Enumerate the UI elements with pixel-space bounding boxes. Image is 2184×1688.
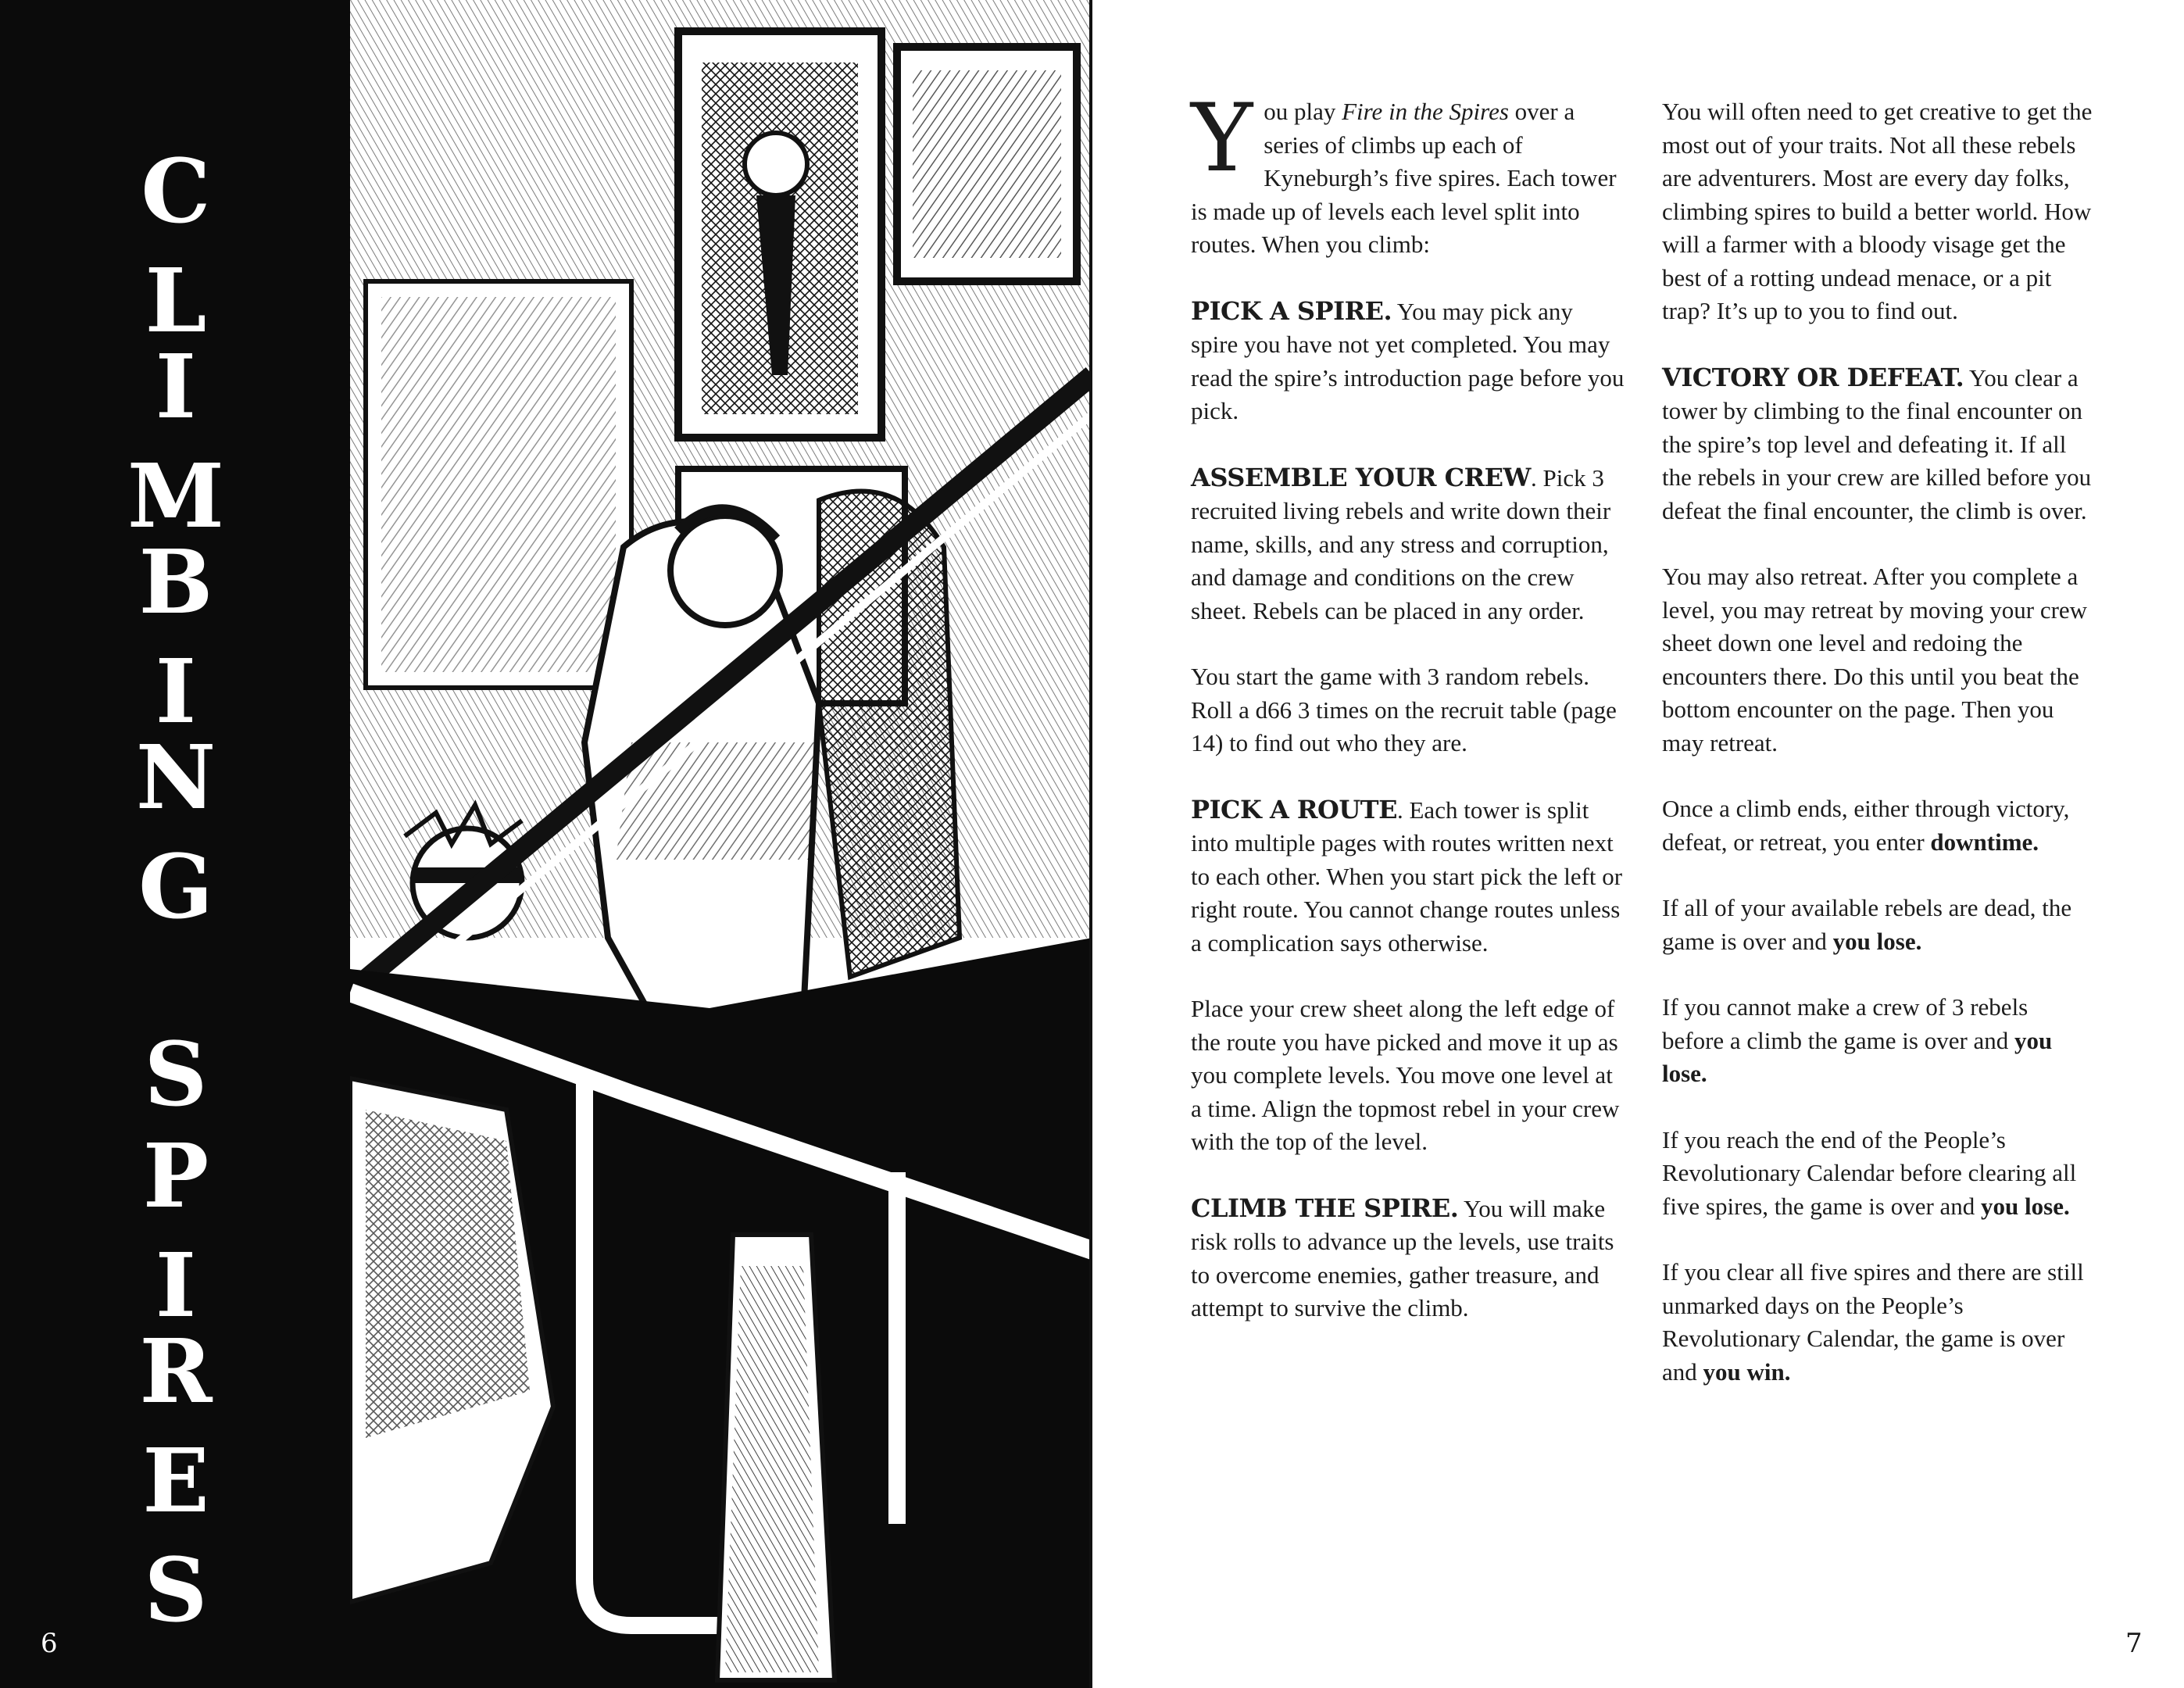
ink-illustration: [350, 0, 1092, 1688]
climb-spire-paragraph: [1191, 1192, 1625, 1325]
pick-spire-paragraph: [1191, 295, 1625, 428]
text-column-left: [1191, 84, 1625, 1358]
vertical-title: [0, 0, 350, 1688]
intro-paragraph: [1191, 84, 1625, 262]
you-lose-term: you lose.: [1832, 927, 1922, 955]
drop-cap: Y: [1191, 84, 1253, 193]
title-letter: N: [135, 727, 216, 829]
pick-route-paragraph: [1191, 793, 1625, 960]
assemble-crew-paragraph: [1191, 461, 1625, 628]
victory-paragraph: [1662, 361, 2096, 528]
calendar-end-text: If you reach the end of the People’s Revolutionary Calendar before clearing all five spires, the game is over and: [1662, 1125, 2077, 1220]
title-letter: I: [155, 641, 197, 743]
assemble-crew-text: . Pick 3 recruited living rebels and write down their name, skills, and any stress and corruption, and damage and conditions on the crew sheet. Rebels can be placed in any order.: [1191, 463, 1611, 624]
title-letter: B: [138, 531, 213, 634]
title-letter: C: [141, 141, 211, 243]
title-letter: G: [138, 836, 213, 939]
intro-text: over a series of climbs up each of Kyneburgh’s five spires. Each tower is made up of levels each level split into routes. When you climb:: [1191, 98, 1617, 258]
climb-spire-text: You will make risk rolls to advance up the levels, use traits to overcome enemies, gather treasure, and attempt to survive the climb.: [1191, 1194, 1614, 1321]
calendar-end-paragraph: [1662, 1124, 2096, 1224]
assemble-crew-heading: ASSEMBLE YOUR CREW: [1191, 462, 1531, 492]
start-game-paragraph: You start the game with 3 random rebels. Roll a d66 3 times on the recruit table (page 14) to find out who they are.: [1191, 663, 1617, 756]
title-letter: E: [142, 1430, 209, 1532]
page-number-left: 6: [41, 1628, 58, 1659]
pick-spire-heading: PICK A SPIRE.: [1191, 295, 1392, 326]
title-letter: M: [127, 445, 224, 548]
you-lose-term: you lose.: [1662, 1026, 2053, 1087]
victory-text: You clear a tower by climbing to the final encounter on the spire’s top level and defeating it. If all the rebels in your crew are killed before you defeat the final encounter, the climb is over.: [1662, 363, 2092, 524]
title-letter: L: [145, 250, 207, 352]
crew-sheet-paragraph: Place your crew sheet along the left edge of the route you have picked and move it up as you complete levels. You move one level at a time. Align the topmost rebel in your crew with the top of the level.: [1191, 995, 1620, 1155]
pick-route-text: . Each tower is split into multiple pages with routes written next to each other. When you start pick the left or right route. You cannot change routes unless a complication says otherwise.: [1191, 796, 1623, 957]
title-letter: I: [155, 1235, 197, 1337]
climb-ends-paragraph: [1662, 792, 2096, 859]
victory-heading: VICTORY OR DEFEAT.: [1662, 362, 1964, 392]
game-title: Fire in the Spires: [1342, 98, 1509, 125]
pick-route-heading: PICK A ROUTE: [1191, 794, 1397, 824]
you-win-term: you win.: [1703, 1357, 1791, 1386]
title-letter: S: [144, 1540, 208, 1642]
intro-text: ou play: [1264, 98, 1342, 125]
title-letter: I: [155, 336, 197, 438]
title-letter: S: [144, 1024, 208, 1126]
title-letter: R: [139, 1321, 213, 1423]
climb-spire-heading: CLIMB THE SPIRE.: [1191, 1193, 1459, 1223]
win-text: If you clear all five spires and there are still unmarked days on the People’s Revolutionary Calendar, the game is over and: [1662, 1258, 2084, 1386]
illustration-artwork: [350, 0, 1092, 1688]
page-number-right: 7: [2125, 1628, 2143, 1659]
rebels-dead-text: If all of your available rebels are dead, the game is over and: [1662, 894, 2072, 955]
you-lose-term: you lose.: [1981, 1192, 2070, 1220]
win-paragraph: [1662, 1256, 2096, 1389]
title-letter: P: [142, 1125, 209, 1228]
downtime-term: downtime.: [1930, 828, 2039, 856]
creative-paragraph: You will often need to get creative to get the most out of your traits. Not all these rebels are adventurers. Most are every day folks, climbing spires to build a better world. How will a farmer with a bloody visage get the best of a rotting undead menace, or a pit trap? It’s up to you to find out.: [1662, 98, 2093, 324]
no-crew-text: If you cannot make a crew of 3 rebels before a climb the game is over and: [1662, 993, 2029, 1054]
no-crew-paragraph: [1662, 991, 2096, 1091]
rebels-dead-paragraph: [1662, 892, 2096, 958]
climb-ends-text: Once a climb ends, either through victory, defeat, or retreat, you enter: [1662, 795, 2070, 856]
pick-spire-text: You may pick any spire you have not yet completed. You may read the spire’s introduction page before you pick.: [1191, 297, 1625, 424]
title-band: [0, 0, 350, 1688]
retreat-paragraph: You may also retreat. After you complete a level, you may retreat by moving your crew sheet down one level and redoing the encounters there. Do this until you beat the bottom encounter on the page. Then you may retreat.: [1662, 563, 2088, 756]
text-column-right: [1662, 95, 2096, 1422]
